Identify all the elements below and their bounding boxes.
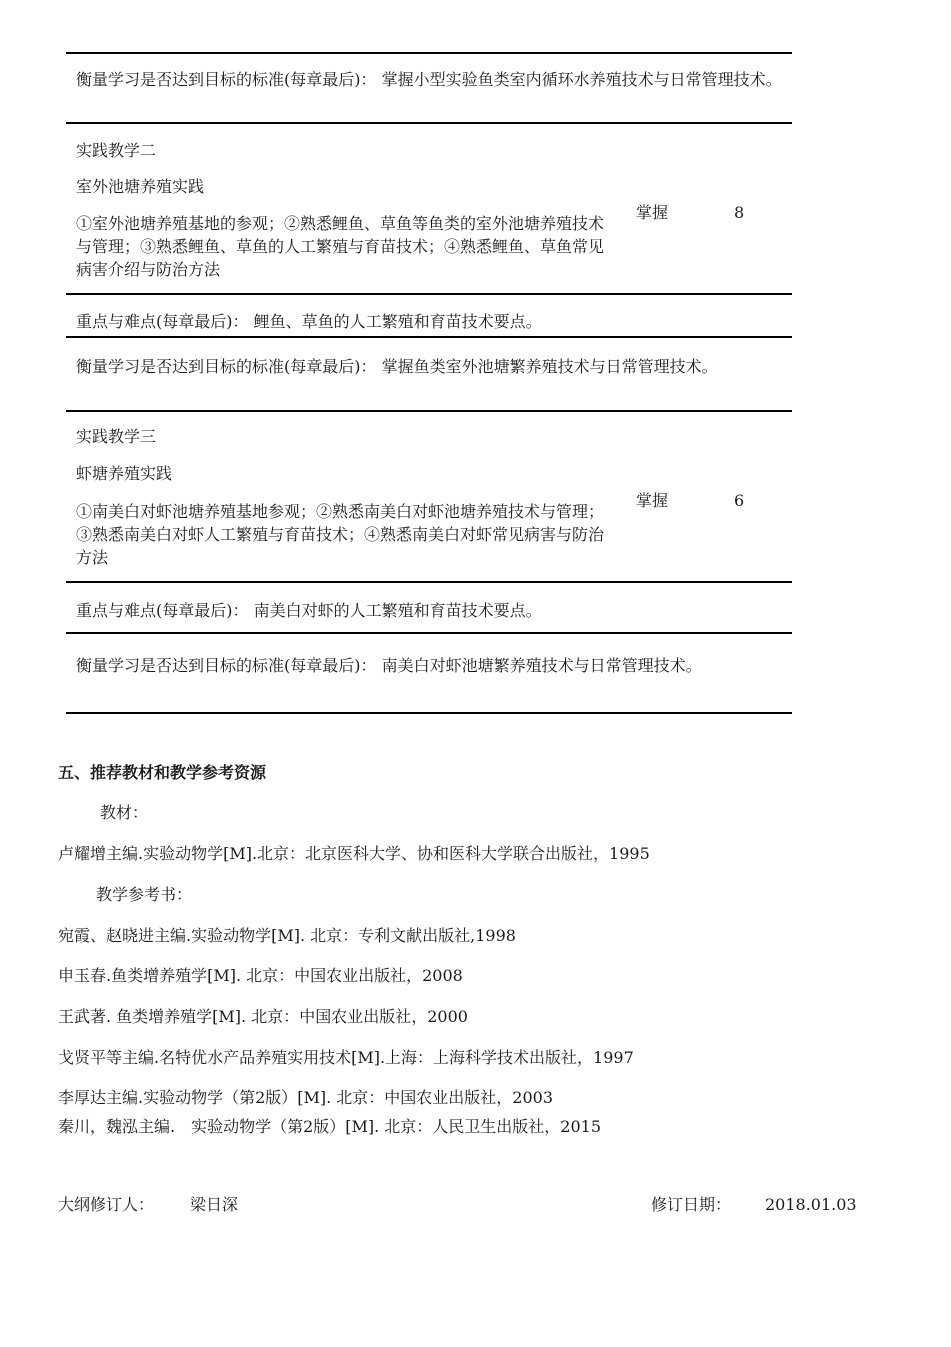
references-label: 教学参考书： <box>96 885 193 904</box>
table-rule <box>66 122 792 124</box>
reference-item: 申玉春.鱼类增养殖学[M]. 北京：中国农业出版社，2008 <box>58 966 463 985</box>
table-bottom-rule <box>66 712 792 714</box>
measure-standard-3: 衡量学习是否达到目标的标准(每章最后)： 南美白对虾池塘繁养殖技术与日常管理技术。 <box>76 656 702 675</box>
table-rule <box>66 293 792 295</box>
class-hours: 8 <box>734 203 745 222</box>
textbook-label: 教材： <box>100 803 149 822</box>
measure-standard-2: 衡量学习是否达到目标的标准(每章最后)： 掌握鱼类室外池塘繁养殖技术与日常管理技术。 <box>76 357 718 376</box>
practice-title: 实践教学三 <box>76 427 157 446</box>
key-points: 重点与难点(每章最后)： 南美白对虾的人工繁殖和育苗技术要点。 <box>76 601 542 620</box>
reviser-name: 梁日深 <box>190 1195 239 1214</box>
practice-title: 实践教学二 <box>76 141 157 160</box>
practice-content: ①室外池塘养殖基地的参观；②熟悉鲤鱼、草鱼等鱼类的室外池塘养殖技术与管理；③熟悉鲤鱼、草鱼的人工繁殖与育苗技术；④熟悉鲤鱼、草鱼常见病害介绍与防治方法 <box>76 214 605 279</box>
section-heading: 五、推荐教材和教学参考资源 <box>58 763 267 782</box>
reference-item: 王武著. 鱼类增养殖学[M]. 北京：中国农业出版社，2000 <box>58 1007 468 1026</box>
mastery-level: 掌握 <box>636 491 669 510</box>
reference-item: 宛霞、赵晓进主编.实验动物学[M]. 北京：专利文献出版社,1998 <box>58 926 516 945</box>
table-top-rule <box>66 52 792 54</box>
table-rule <box>66 581 792 583</box>
key-points: 重点与难点(每章最后)： 鲤鱼、草鱼的人工繁殖和育苗技术要点。 <box>76 312 542 331</box>
table-rule <box>66 410 792 412</box>
practice-subtitle: 室外池塘养殖实践 <box>76 177 205 196</box>
table-rule <box>66 632 792 634</box>
revision-date-label: 修订日期： <box>651 1195 732 1214</box>
class-hours: 6 <box>734 491 745 510</box>
measure-standard-1: 衡量学习是否达到目标的标准(每章最后)： 掌握小型实验鱼类室内循环水养殖技术与日常管理技术。 <box>76 70 782 89</box>
revision-date: 2018.01.03 <box>765 1195 857 1214</box>
textbook-entry: 卢耀增主编.实验动物学[M].北京：北京医科大学、协和医科大学联合出版社，1995 <box>58 844 650 863</box>
practice-content: ①南美白对虾池塘养殖基地参观；②熟悉南美白对虾池塘养殖技术与管理；③熟悉南美白对虾人工繁殖与育苗技术；④熟悉南美白对虾常见病害与防治方法 <box>76 502 605 567</box>
reviser-label: 大纲修订人： <box>58 1195 155 1214</box>
reference-item: 李厚达主编.实验动物学（第2版）[M]. 北京：中国农业出版社，2003 <box>58 1088 554 1107</box>
table-rule <box>66 336 792 338</box>
practice-subtitle: 虾塘养殖实践 <box>76 464 173 483</box>
mastery-level: 掌握 <box>636 203 669 222</box>
reference-item: 秦川，魏泓主编. 实验动物学（第2版）[M]. 北京：人民卫生出版社，2015 <box>58 1117 602 1136</box>
reference-item: 戈贤平等主编.名特优水产品养殖实用技术[M].上海：上海科学技术出版社，1997 <box>58 1048 634 1067</box>
